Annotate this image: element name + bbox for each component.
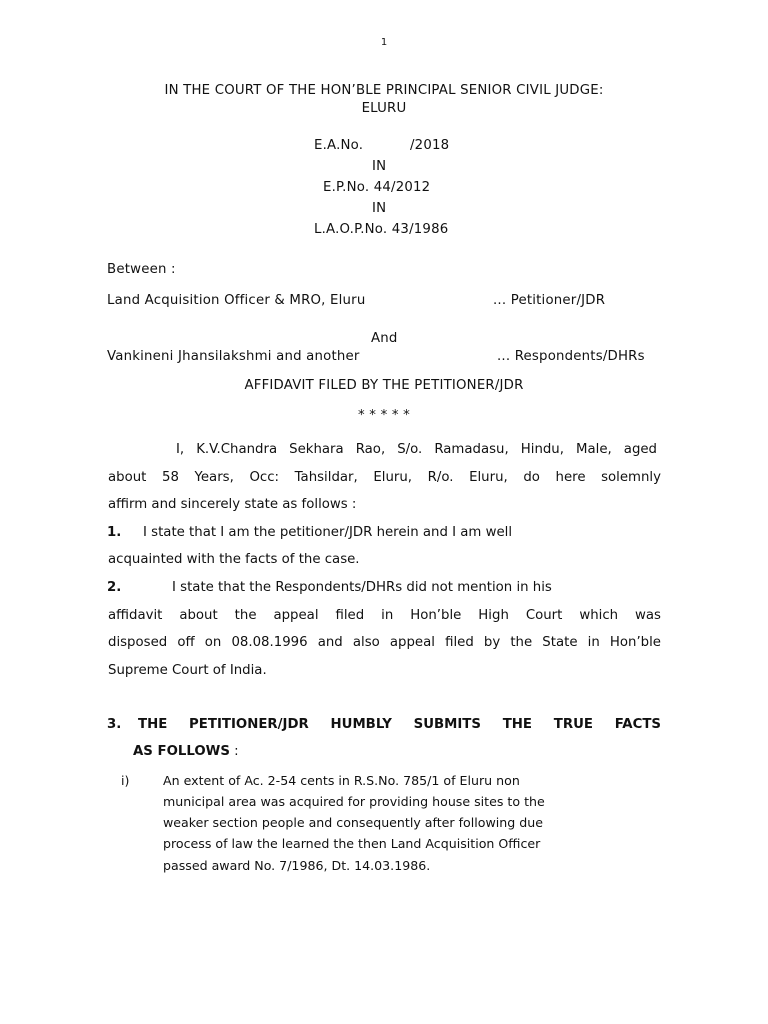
para3-heading-line-2-suffix: : [229, 744, 239, 759]
page-number: 1 [380, 37, 388, 48]
in-connector-1: IN [372, 159, 387, 174]
intro-line-1: I, K.V.Chandra Sekhara Rao, S/o. Ramadasu, Hindu, Male, aged [176, 442, 657, 457]
para1-number: 1. [107, 525, 122, 540]
para2-line-1: I state that the Respondents/DHRs did not mention in his [172, 580, 552, 595]
between-label: Between : [107, 262, 176, 277]
item-i-line-4: process of law the learned the then Land Acquisition Officer [163, 836, 541, 851]
laop-number: L.A.O.P.No. 43/1986 [314, 222, 449, 237]
respondent-role: ... Respondents/DHRs [497, 349, 645, 364]
intro-line-2: about 58 Years, Occ: Tahsildar, Eluru, R/o. Eluru, do here solemnly [108, 470, 661, 485]
item-i-line-3: weaker section people and consequently after following due [163, 815, 543, 830]
item-i-line-2: municipal area was acquired for providing house sites to the [163, 794, 545, 809]
para3-heading-line-2 [133, 744, 239, 759]
para3-heading-line-2-text: AS FOLLOWS [133, 744, 230, 759]
para2-line-4: Supreme Court of India. [108, 663, 267, 678]
para2-line-2: affidavit about the appeal filed in Hon’ble High Court which was [108, 608, 661, 623]
petitioner-role: ... Petitioner/JDR [493, 293, 606, 308]
ea-number-label: E.A.No. [314, 138, 364, 153]
ea-number-year: /2018 [410, 138, 450, 153]
para1-line-2: acquainted with the facts of the case. [108, 552, 360, 567]
and-label: And [371, 331, 398, 346]
court-heading-line1: IN THE COURT OF THE HON’BLE PRINCIPAL SENIOR CIVIL JUDGE: [164, 83, 604, 98]
court-heading-line2: ELURU [361, 101, 407, 116]
in-connector-2: IN [372, 201, 387, 216]
item-i-line-1: An extent of Ac. 2-54 cents in R.S.No. 785/1 of Eluru non [163, 773, 520, 788]
respondent-name: Vankineni Jhansilakshmi and another [107, 349, 360, 364]
para3-heading-line-1: THE PETITIONER/JDR HUMBLY SUBMITS THE TRUE FACTS [138, 717, 661, 732]
para2-number: 2. [107, 580, 122, 595]
para1-line-1: I state that I am the petitioner/JDR herein and I am well [143, 525, 513, 540]
para2-line-3: disposed off on 08.08.1996 and also appeal filed by the State in Hon’ble [108, 635, 661, 650]
affidavit-title: AFFIDAVIT FILED BY THE PETITIONER/JDR [244, 378, 524, 393]
separator-stars: * * * * * [358, 408, 410, 423]
para3-number: 3. [107, 717, 122, 732]
item-i-marker: i) [121, 773, 130, 788]
item-i-line-5: passed award No. 7/1986, Dt. 14.03.1986. [163, 858, 431, 873]
petitioner-name: Land Acquisition Officer & MRO, Eluru [107, 293, 366, 308]
ep-number: E.P.No. 44/2012 [323, 180, 431, 195]
intro-line-3: affirm and sincerely state as follows : [108, 497, 357, 512]
